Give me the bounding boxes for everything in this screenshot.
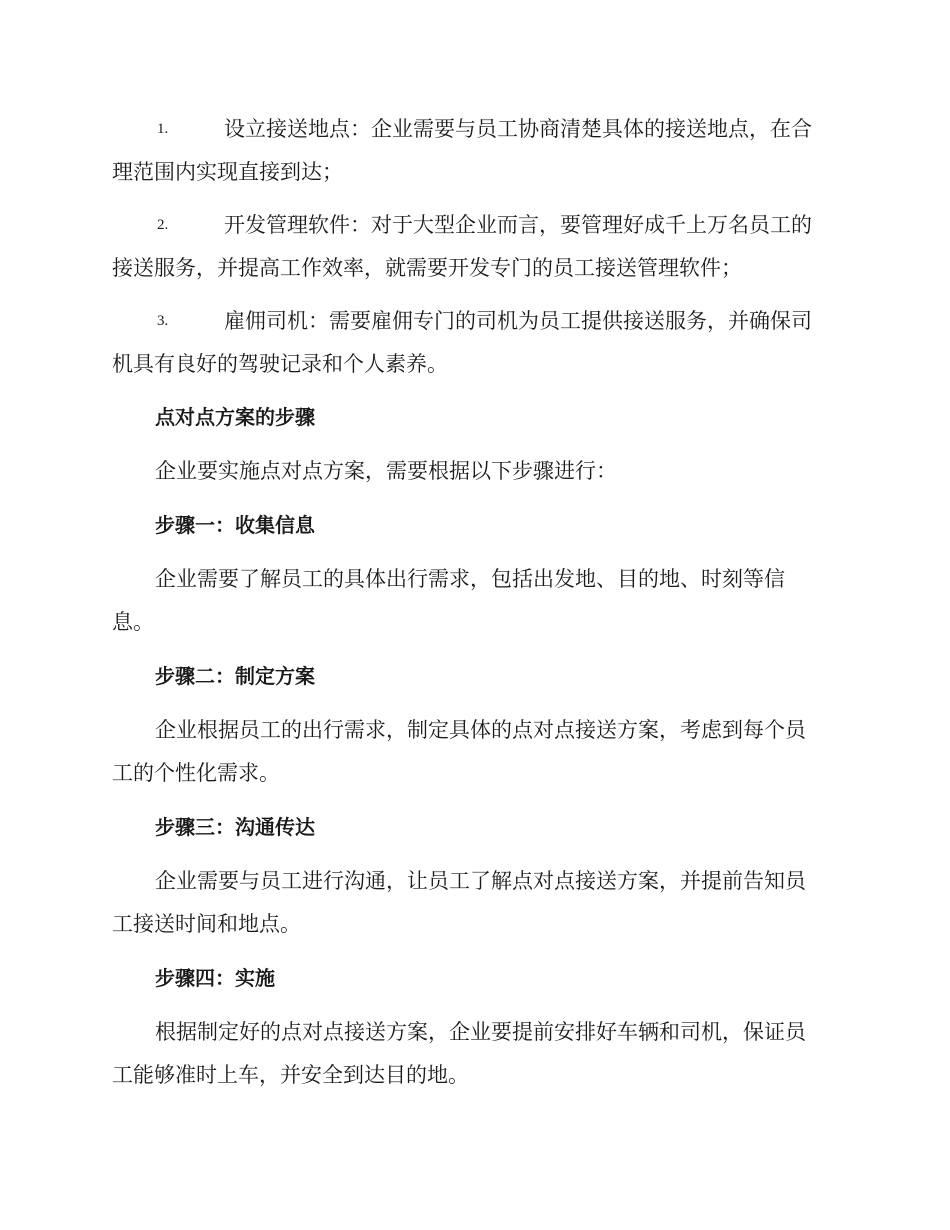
step-heading: 步骤三：沟通传达 [155,815,315,839]
list-item [112,300,832,386]
step-heading: 步骤二：制定方案 [155,664,315,688]
step-text-line1: 企业根据员工的出行需求，制定具体的点对点接送方案，考虑到每个员 [155,718,806,742]
step-text-line1: 根据制定好的点对点接送方案，企业要提前安排好车辆和司机，保证员 [155,1020,806,1044]
step-text-line2: 工的个性化需求。 [112,761,280,785]
step-heading: 步骤四：实施 [155,966,275,990]
step-text-line1: 企业需要与员工进行沟通，让员工了解点对点接送方案，并提前告知员 [155,869,806,893]
step-text-line1: 企业需要了解员工的具体出行需求，包括出发地、目的地、时刻等信 [155,567,785,591]
list-item [112,108,832,194]
step-text-line2: 工接送时间和地点。 [112,912,301,936]
document-page [112,108,832,1108]
section-intro: 企业要实施点对点方案，需要根据以下步骤进行： [155,459,617,483]
list-number: 1. [157,121,169,137]
list-item-text-line2: 理范围内实现直接到达； [112,160,343,184]
list-item-text-line1: 开发管理软件：对于大型企业而言，要管理好成千上万名员工的 [224,213,812,237]
step-paragraph [112,1011,832,1097]
list-item-text-line1: 设立接送地点：企业需要与员工协商清楚具体的接送地点，在合 [224,117,812,141]
list-item-text-line1: 雇佣司机：需要雇佣专门的司机为员工提供接送服务，并确保司 [224,309,812,333]
list-item-text-line2: 机具有良好的驾驶记录和个人素养。 [112,352,448,376]
list-number: 2. [157,217,169,233]
step-paragraph [112,558,832,644]
step-heading: 步骤一：收集信息 [155,513,315,537]
section-heading: 点对点方案的步骤 [155,405,315,429]
list-item [112,204,832,290]
step-paragraph [112,860,832,946]
list-number: 3. [157,313,169,329]
step-text-line2: 工能够准时上车，并安全到达目的地。 [112,1063,469,1087]
step-paragraph [112,709,832,795]
list-item-text-line2: 接送服务，并提高工作效率，就需要开发专门的员工接送管理软件； [112,256,742,280]
step-text-line2: 息。 [112,610,154,634]
